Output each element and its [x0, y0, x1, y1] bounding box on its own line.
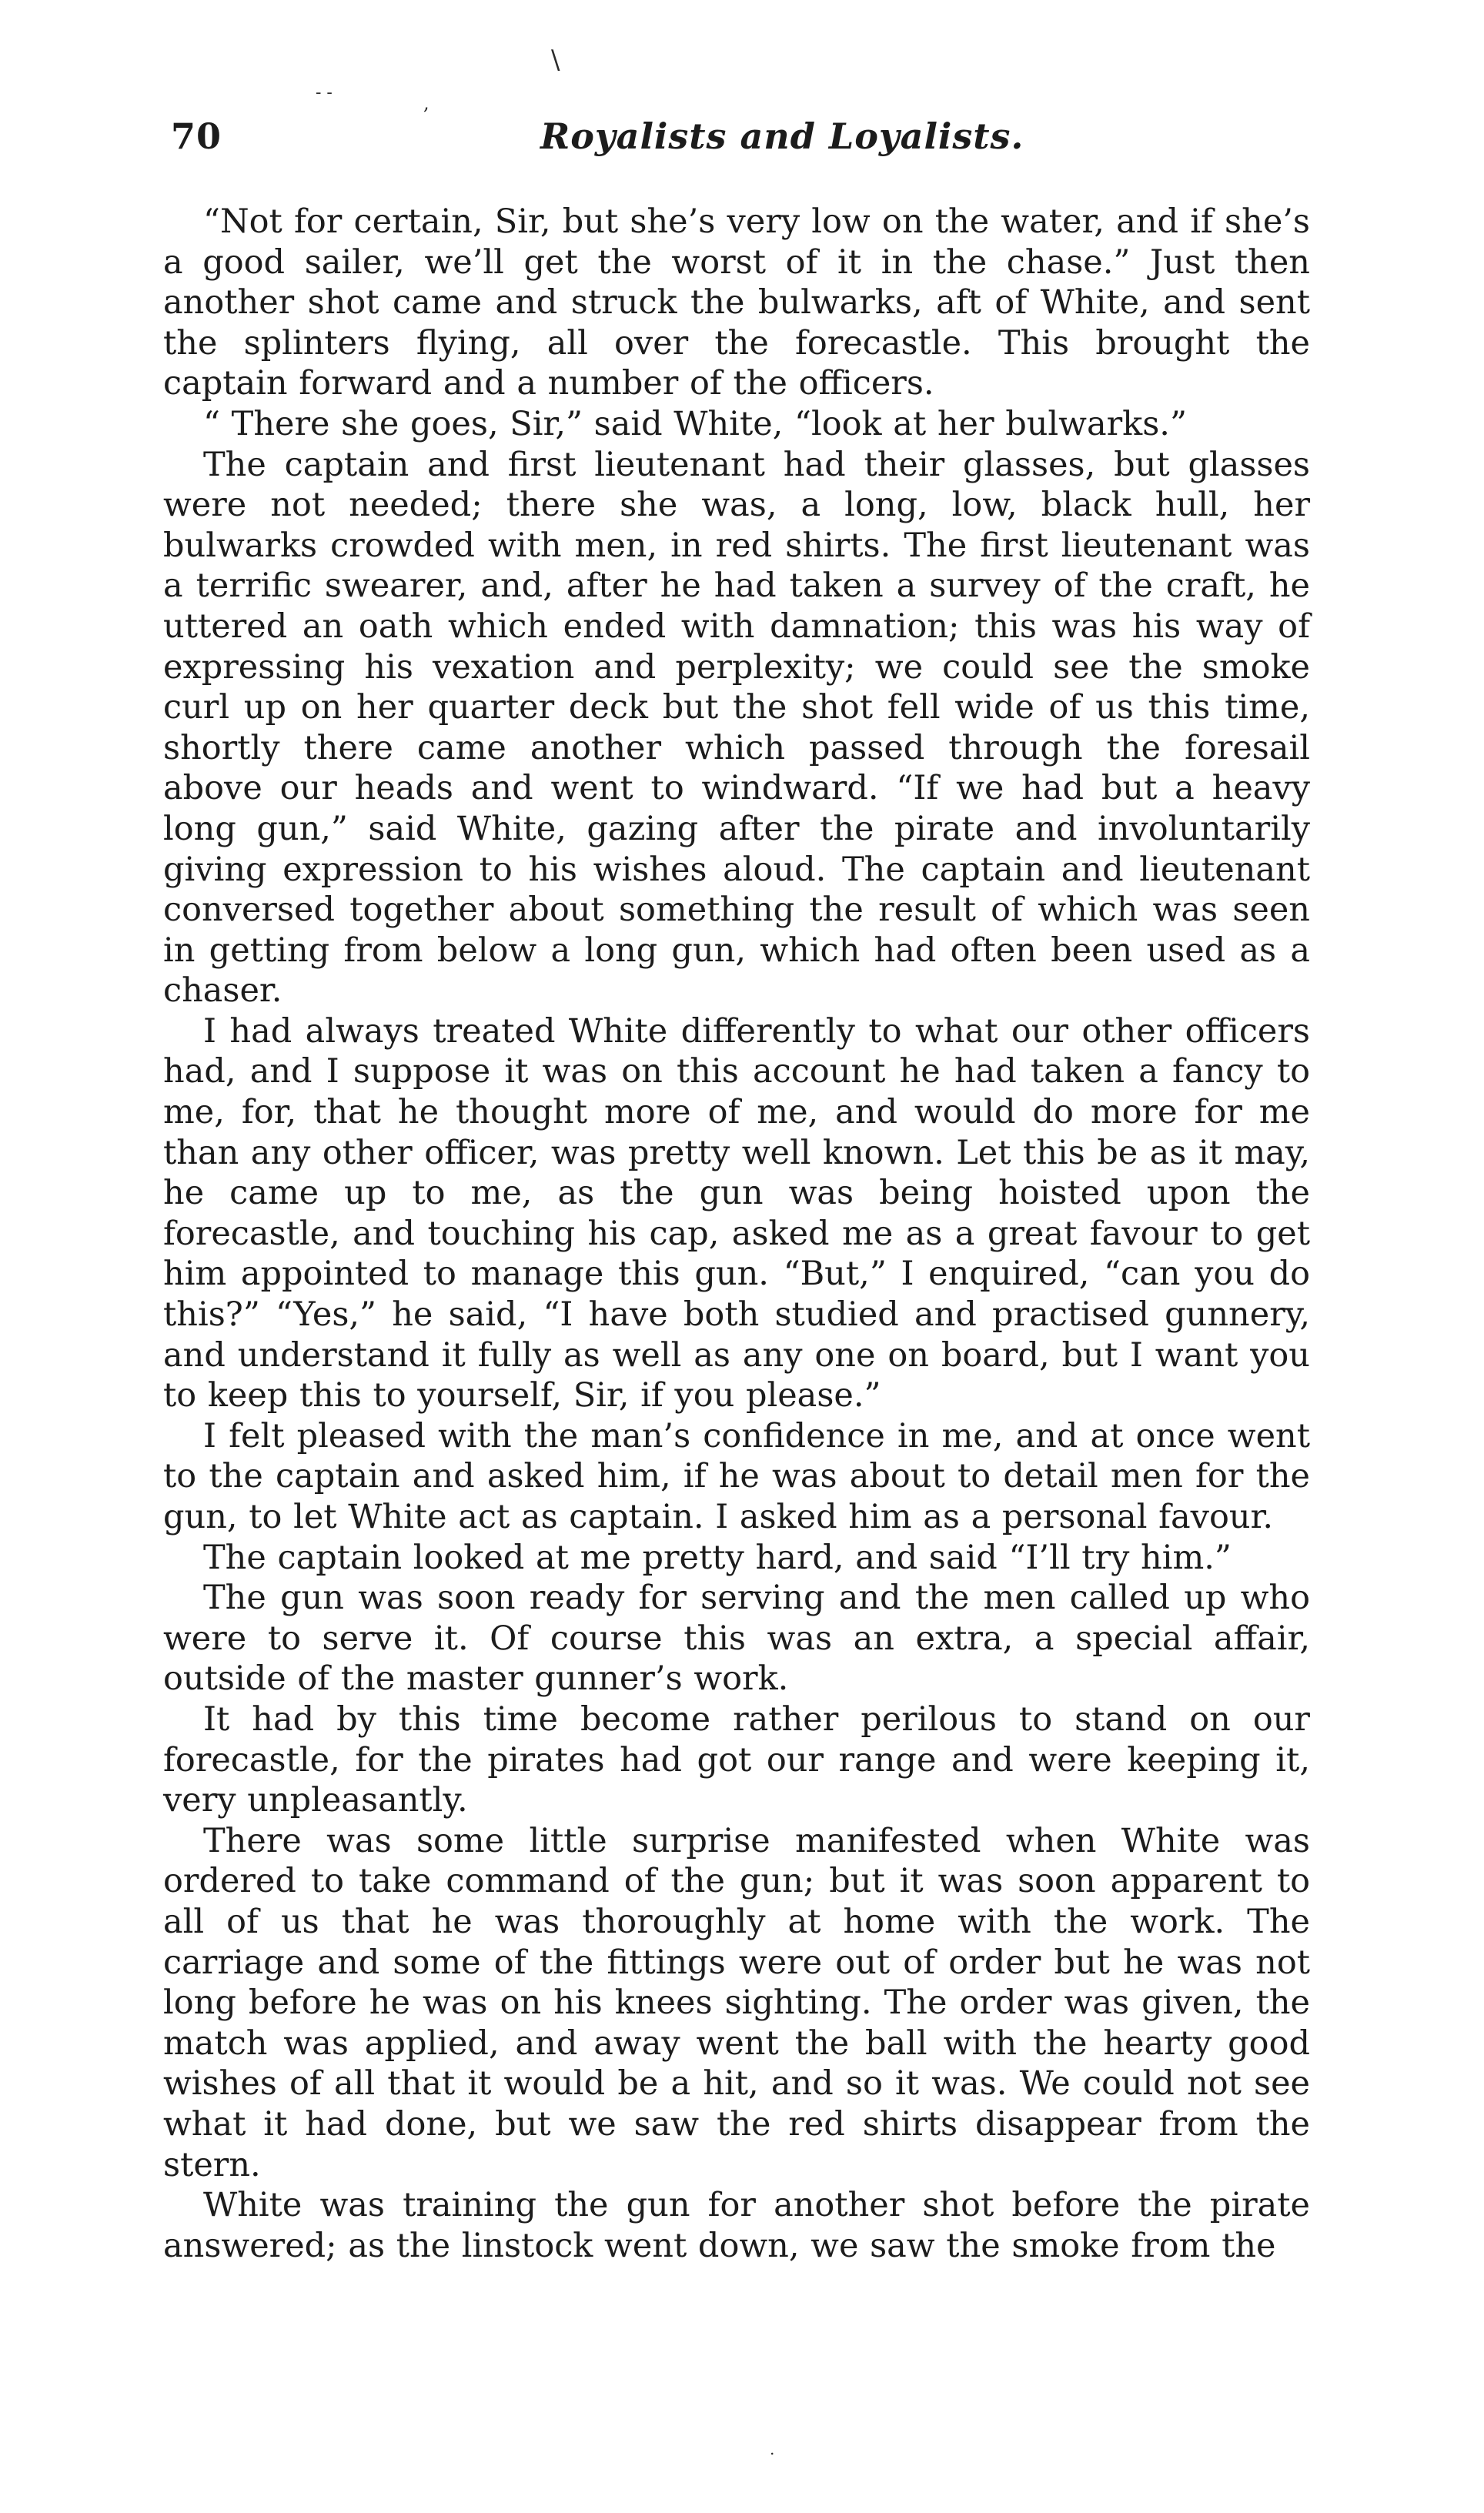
paragraph: The captain and first lieutenant had their glasses, but glasses were not needed; there she was, a long, low, black hull, her bulwarks crowded with men, in red shirts. The first lieutenant was a terrific swearer, and, after he had taken a survey of the craft, he uttered an oath which ended with damnation; this was his way of expressing his vexation and perplexity; we could see the smoke curl up on her quarter deck but the shot fell wide of us this time, shortly there came another which passed through the foresail above our heads and went to windward. “If we had but a heavy long gun,” said White, gazing after the pirate and involuntarily giving expression to his wishes aloud. The captain and lieutenant conversed together about something the result of which was seen in getting from below a long gun, which had often been used as a chaser.	[163, 445, 1310, 1011]
page-number: 70	[171, 115, 222, 157]
paragraph: There was some little surprise manifested when White was ordered to take command of the gun; but it was soon apparent to all of us that he was thoroughly at home with the work. The carriage and some of the fittings were out of order but he was not long before he was on his knees sighting. The order was given, the match was applied, and away went the ball with the hearty good wishes of all that it would be a hit, and so it was. We could not see what it had done, but we saw the red shirts disappear from the stern.	[163, 1821, 1310, 2184]
scan-speck: .	[770, 2440, 775, 2458]
paragraph: It had by this time become rather perilous to stand on our forecastle, for the pirates had got our range and were keeping it, very unpleasantly.	[163, 1699, 1310, 1820]
scan-speck: - -	[316, 83, 333, 102]
paragraph: The gun was soon ready for serving and the men called up who were to serve it. Of course this was an extra, a special affair, outside of the master gunner’s work.	[163, 1579, 1310, 1699]
paragraph: I had always treated White differently to what our other officers had, and I suppose it was on this account he had taken a fancy to me, for, that he thought more of me, and would do more for me than any other officer, was pretty well known. Let this be as it may, he came up to me, as the gun was being hoisted upon the forecastle, and touching his cap, asked me as a great favour to get him appointed to manage this gun. “But,” I enquired, “can you do this?” “Yes,” he said, “I have both studied and practised gunnery, and understand it fully as well as any one on board, but I want you to keep this to yourself, Sir, if you please.”	[163, 1011, 1310, 1415]
paragraph: White was training the gun for another shot before the pirate answered; as the linstock went down, we saw the smoke from the	[163, 2186, 1310, 2265]
paragraph: I felt pleased with the man’s confidence in me, and at once went to the captain and asked him, if he was about to detail men for the gun, to let White act as captain. I asked him as a personal favour.	[163, 1416, 1310, 1536]
running-title: Royalists and Loyalists.	[540, 115, 1024, 157]
body-text	[163, 202, 1310, 2266]
page-header	[171, 115, 1310, 169]
scan-speck: \	[551, 45, 560, 75]
paragraph: “Not for certain, Sir, but she’s very low on the water, and if she’s a good sailer, we’ll get the worst of it in the chase.” Just then another shot came and struck the bulwarks, aft of White, and sent the splinters flying, all over the forecastle. This brought the captain forward and a number of the officers.	[163, 202, 1310, 403]
paragraph: “ There she goes, Sir,” said White, “look at her bulwarks.”	[203, 404, 1187, 443]
paragraph: The captain looked at me pretty hard, and said “I’ll try him.”	[203, 1538, 1232, 1577]
scan-speck: ,	[423, 92, 429, 114]
